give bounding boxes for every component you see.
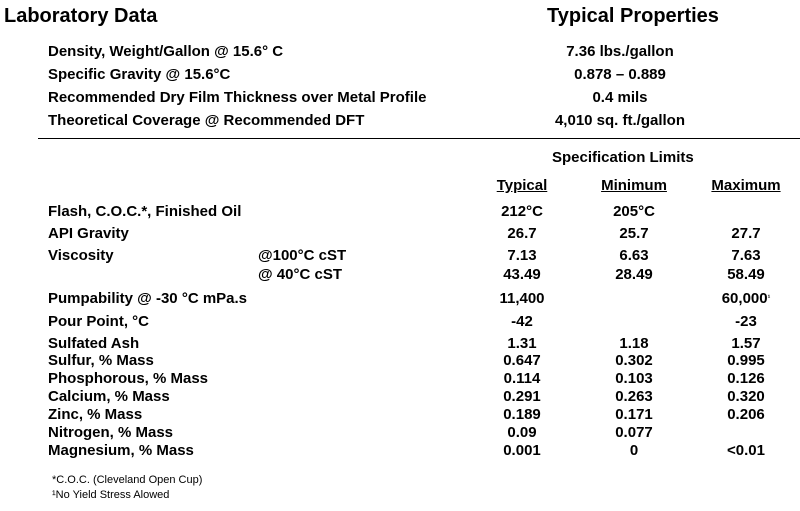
spec-typical: 1.31 (507, 335, 537, 352)
spec-minimum: 205°C (613, 203, 655, 220)
spec-row-label: Pour Point, °C (48, 313, 149, 330)
spec-minimum: 28.49 (615, 266, 653, 283)
spec-minimum: 0 (629, 442, 639, 459)
spec-minimum: 0.077 (615, 424, 653, 441)
spec-maximum: 60,000 (721, 290, 768, 307)
footnote-marker: ¹ (767, 293, 771, 302)
spec-maximum-cell (706, 290, 786, 308)
spec-minimum: 1.18 (619, 335, 649, 352)
spec-maximum: 0.995 (727, 352, 765, 369)
spec-row-label: Calcium, % Mass (48, 388, 170, 405)
section-divider (38, 138, 800, 139)
spec-maximum: <0.01 (727, 442, 765, 459)
footnote-yield-stress: ¹No Yield Stress Alowed (52, 489, 170, 501)
property-value: 7.36 lbs./gallon (566, 43, 674, 60)
spec-row-label: Flash, C.O.C.*, Finished Oil (48, 203, 242, 220)
spec-minimum: 0.302 (615, 352, 653, 369)
spec-typical: 7.13 (507, 247, 537, 264)
spec-typical: 0.291 (503, 388, 541, 405)
typical-properties-title: Typical Properties (547, 5, 719, 27)
spec-maximum: -23 (735, 313, 757, 330)
spec-typical: 26.7 (507, 225, 537, 242)
spec-row-label: Sulfated Ash (48, 335, 140, 352)
spec-row-label: Phosphorous, % Mass (48, 370, 209, 387)
spec-typical: 0.09 (507, 424, 537, 441)
spec-typical: 0.189 (503, 406, 541, 423)
spec-maximum: 7.63 (731, 247, 761, 264)
property-label: Density, Weight/Gallon @ 15.6° C (48, 43, 284, 60)
property-label: Theoretical Coverage @ Recommended DFT (48, 112, 365, 129)
property-value: 0.4 mils (592, 89, 648, 106)
spec-row-label: Viscosity (48, 247, 114, 264)
column-header-typical: Typical (496, 177, 548, 194)
property-label: Specific Gravity @ 15.6°C (48, 66, 231, 83)
spec-typical: 212°C (501, 203, 543, 220)
property-label: Recommended Dry Film Thickness over Metal Profile (48, 89, 427, 106)
column-header-maximum: Maximum (711, 177, 781, 194)
spec-minimum: 0.171 (615, 406, 653, 423)
spec-minimum: 6.63 (619, 247, 649, 264)
spec-row-sublabel: @100°C cST (258, 247, 347, 264)
spec-minimum: 0.263 (615, 388, 653, 405)
spec-row-sublabel: @ 40°C cST (258, 266, 342, 283)
spec-typical: 0.001 (503, 442, 541, 459)
spec-row-label: Magnesium, % Mass (48, 442, 194, 459)
spec-row-label: Zinc, % Mass (48, 406, 143, 423)
specification-limits-heading: Specification Limits (552, 149, 694, 166)
spec-typical: 43.49 (503, 266, 541, 283)
spec-maximum: 58.49 (727, 266, 765, 283)
spec-maximum: 0.206 (727, 406, 765, 423)
spec-row-label: Sulfur, % Mass (48, 352, 154, 369)
spec-maximum: 1.57 (731, 335, 761, 352)
spec-typical: 11,400 (499, 290, 545, 307)
spec-typical: 0.114 (503, 370, 541, 387)
spec-minimum: 25.7 (619, 225, 649, 242)
footnote-coc: *C.O.C. (Cleveland Open Cup) (52, 474, 203, 486)
spec-maximum: 0.320 (727, 388, 765, 405)
spec-row-label: Nitrogen, % Mass (48, 424, 174, 441)
spec-typical: -42 (511, 313, 533, 330)
spec-minimum: 0.103 (615, 370, 653, 387)
spec-maximum: 0.126 (727, 370, 765, 387)
spec-maximum: 27.7 (731, 225, 761, 242)
laboratory-data-title: Laboratory Data (4, 5, 158, 27)
column-header-minimum: Minimum (601, 177, 667, 194)
property-value: 4,010 sq. ft./gallon (554, 112, 686, 129)
spec-row-label: Pumpability @ -30 °C mPa.s (48, 290, 248, 307)
property-value: 0.878 – 0.889 (574, 66, 666, 83)
spec-row-label: API Gravity (48, 225, 129, 242)
spec-typical: 0.647 (503, 352, 541, 369)
